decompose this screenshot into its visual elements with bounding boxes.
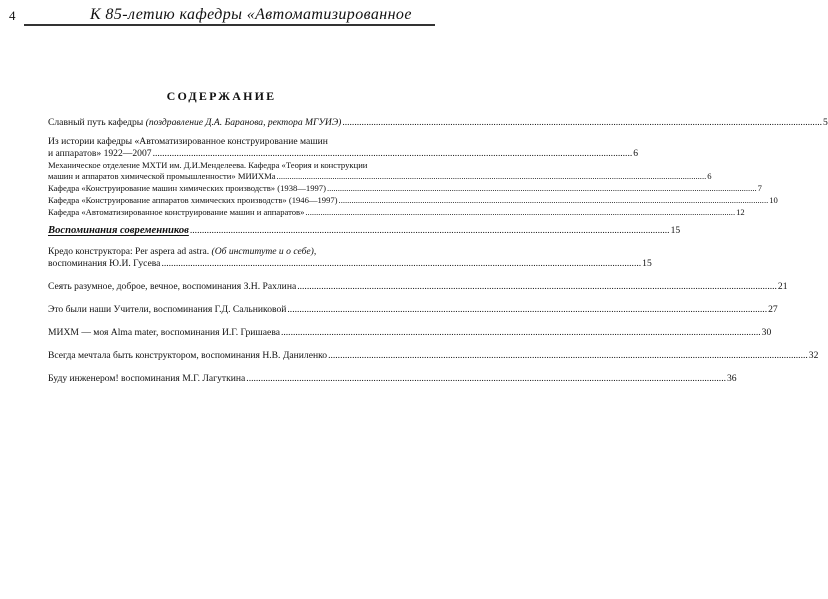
toc-entry-title: Буду инженером! воспоминания М.Г. Лагуткина: [48, 373, 246, 384]
toc-entry-page: 12: [736, 207, 745, 217]
toc-entry-page: 30: [761, 327, 772, 338]
leader-dots: [327, 183, 757, 194]
toc-entry-page: 6: [633, 148, 639, 159]
page-number: 4: [9, 8, 16, 23]
toc-entry-2[interactable]: [48, 136, 639, 160]
toc-entry-title: Кафедра «Конструирование машин химических производств» (1938—1997): [48, 183, 326, 193]
toc-entry-5[interactable]: [48, 195, 778, 206]
toc-entry-title: Это были наши Учители, воспоминания Г.Д. Сальниковой: [48, 304, 287, 315]
toc-entry-title: Кредо конструктора: Per aspera ad astra.: [48, 246, 212, 257]
toc-entry-page: 6: [707, 171, 712, 181]
toc-entry-10[interactable]: [48, 304, 778, 316]
toc-entry-title: Механическое отделение МХТИ им. Д.И.Менделеева. Кафедра «Теория и конструкции: [48, 160, 368, 170]
running-header-title: К 85-летию кафедры «Автоматизированное: [90, 6, 412, 23]
section-heading: Воспоминания современников: [48, 225, 189, 236]
toc-entry-page: 21: [777, 281, 788, 292]
toc-entry-4[interactable]: [48, 183, 762, 194]
toc-entry-title: Всегда мечтала быть конструктором, воспоминания Н.В. Даниленко: [48, 350, 328, 361]
leader-dots: [161, 258, 641, 270]
toc-entry-title-cont: и аппаратов» 1922—2007: [48, 148, 152, 159]
leader-dots: [305, 207, 735, 218]
leader-dots: [287, 304, 767, 316]
toc-entry-title: Славный путь кафедры: [48, 117, 146, 128]
leader-dots: [190, 225, 670, 237]
header-rule: [24, 24, 435, 26]
toc-entry-page: 15: [642, 258, 652, 269]
toc-entry-11[interactable]: [48, 327, 772, 339]
toc-entry-page: 32: [808, 350, 819, 361]
leader-dots: [246, 373, 726, 385]
toc-entry-title: Кафедра «Автоматизированное конструирование машин и аппаратов»: [48, 207, 305, 217]
toc-entry-13[interactable]: [48, 373, 737, 385]
toc-entry-3[interactable]: [48, 160, 712, 182]
toc-entry-12[interactable]: [48, 350, 819, 362]
toc-entry-page: 5: [823, 117, 828, 128]
toc-entry-title: Кафедра «Конструирование аппаратов химических производств» (1946—1997): [48, 195, 338, 205]
toc-entry-page: 7: [757, 183, 762, 193]
leader-dots: [281, 327, 761, 339]
leader-dots: [339, 195, 769, 206]
leader-dots: [328, 350, 808, 362]
toc-entry-subtitle: (поздравление Д.А. Баранова, ректора МГУИЭ): [145, 117, 342, 128]
toc-entry-page: 27: [768, 304, 778, 315]
toc-title: СОДЕРЖАНИЕ: [166, 89, 277, 103]
toc-entry-9[interactable]: [48, 281, 788, 293]
leader-dots: [153, 148, 633, 160]
toc-entry-title-cont: воспоминания Ю.И. Гусева: [48, 258, 161, 269]
toc-entry-page: 15: [670, 225, 681, 236]
leader-dots: [297, 281, 777, 293]
toc-entry-title: Из истории кафедры «Автоматизированное конструирование машин: [48, 136, 328, 147]
toc-entry-subtitle: (Об институте и о себе),: [211, 246, 317, 257]
leader-dots: [277, 171, 707, 182]
toc-entry-title: МИХМ — моя Alma mater, воспоминания И.Г. Гришаева: [48, 327, 280, 338]
toc-entry-page: 36: [726, 373, 737, 384]
toc-entry-title: Сеять разумное, доброе, вечное, воспоминания З.Н. Рахлина: [48, 281, 297, 292]
toc-entry-title-cont: машин и аппаратов химической промышленности» МИИХМа: [48, 171, 276, 181]
toc-entry-8[interactable]: [48, 246, 652, 270]
toc-entry-page: 10: [769, 195, 778, 205]
toc-entry-1[interactable]: [48, 117, 828, 129]
toc-section-memories[interactable]: [48, 225, 681, 237]
leader-dots: [342, 117, 822, 129]
toc-entry-6[interactable]: [48, 207, 745, 218]
